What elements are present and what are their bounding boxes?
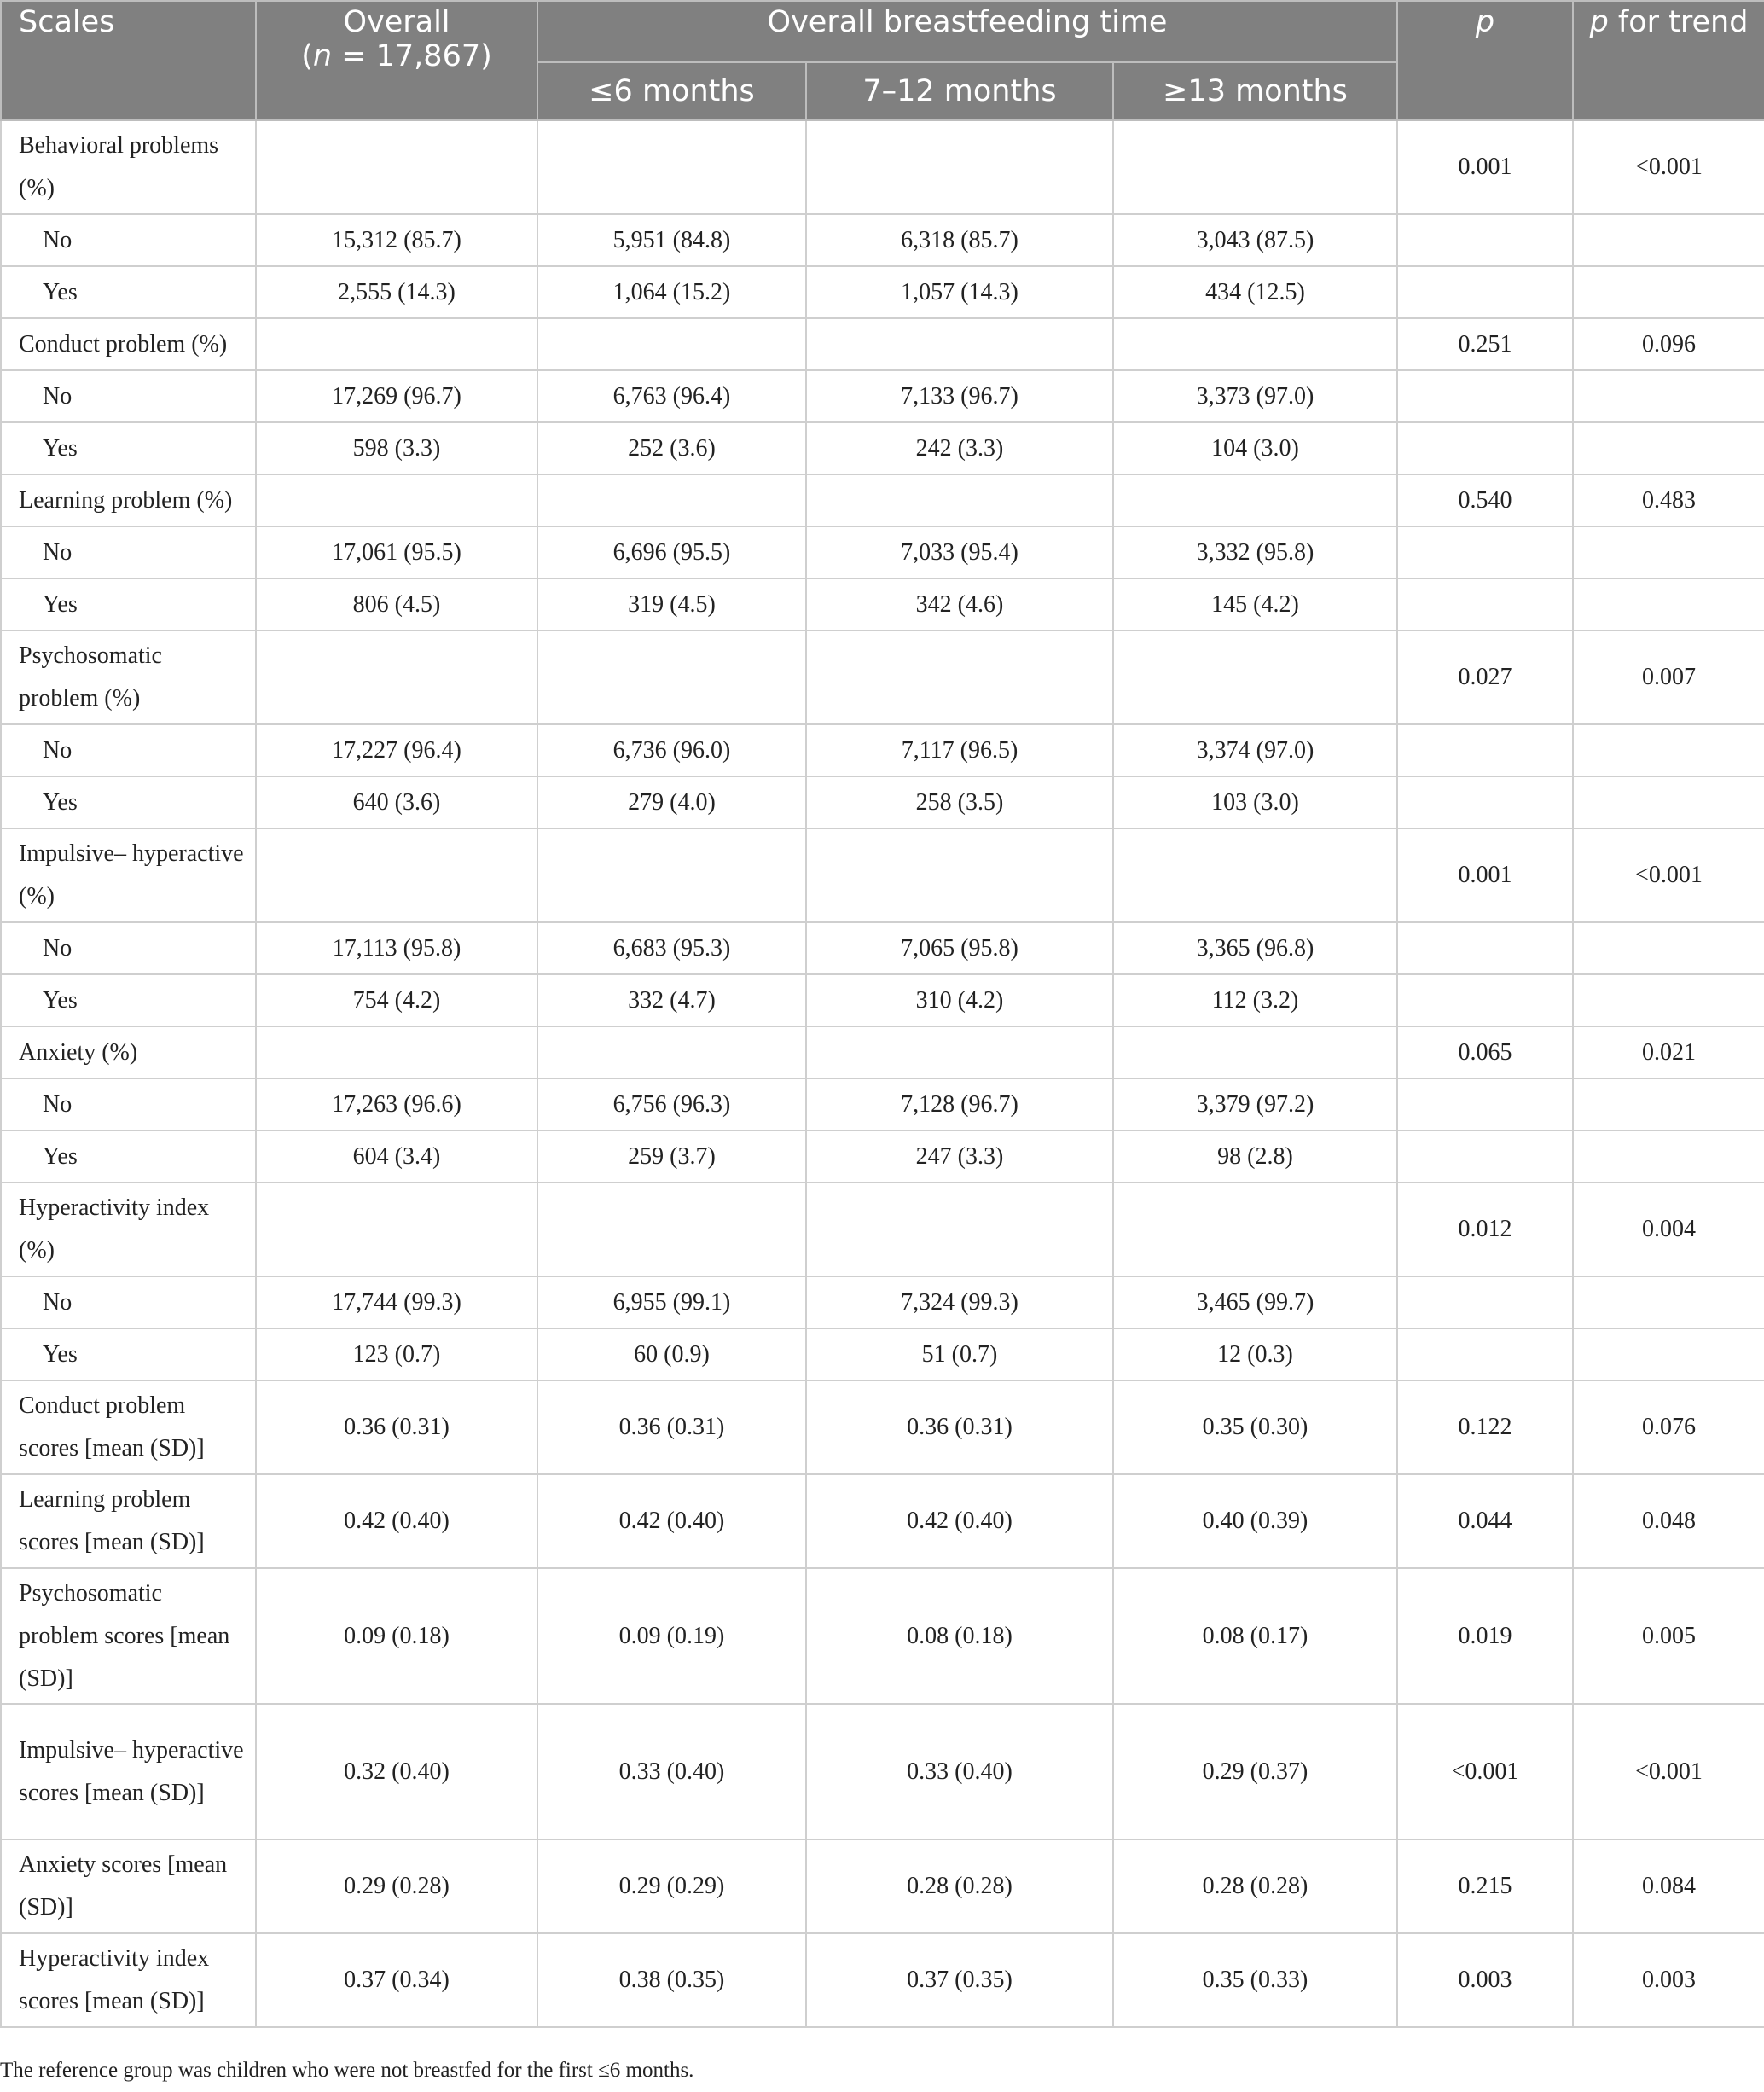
- cell-overall: 17,744 (99.3): [256, 1276, 537, 1328]
- table-row: [1, 318, 1764, 370]
- cell-le6-months: 6,955 (99.1): [537, 1276, 806, 1328]
- table-subrow: [1, 266, 1764, 318]
- cell-ge13-months: 3,379 (97.2): [1113, 1078, 1397, 1130]
- cell-overall: [256, 631, 537, 724]
- row-label: Yes: [1, 422, 256, 474]
- cell-p-for-trend: 0.004: [1573, 1183, 1764, 1276]
- table-subrow: [1, 922, 1764, 974]
- header-overall-n-value: = 17,867): [332, 39, 492, 73]
- cell-p: [1397, 266, 1573, 318]
- table-row: [1, 1704, 1764, 1839]
- cell-p-for-trend: 0.007: [1573, 631, 1764, 724]
- row-label: No: [1, 1078, 256, 1130]
- cell-ge13-months: 0.35 (0.30): [1113, 1380, 1397, 1474]
- cell-p-for-trend: [1573, 776, 1764, 828]
- cell-le6-months: 0.42 (0.40): [537, 1474, 806, 1568]
- cell-p-for-trend: [1573, 1078, 1764, 1130]
- row-label: Anxiety (%): [1, 1026, 256, 1078]
- cell-ge13-months: 3,332 (95.8): [1113, 526, 1397, 578]
- cell-p-for-trend: 0.005: [1573, 1568, 1764, 1704]
- cell-p: 0.003: [1397, 1933, 1573, 2027]
- header-p-trend-symbol: p: [1589, 5, 1609, 39]
- cell-le6-months: [537, 120, 806, 214]
- cell-overall: 0.42 (0.40): [256, 1474, 537, 1568]
- row-label: Yes: [1, 266, 256, 318]
- cell-7-12-months: 7,133 (96.7): [806, 370, 1113, 422]
- row-label: Learning problem (%): [1, 474, 256, 526]
- cell-ge13-months: 104 (3.0): [1113, 422, 1397, 474]
- cell-p-for-trend: 0.084: [1573, 1839, 1764, 1933]
- cell-7-12-months: 51 (0.7): [806, 1328, 1113, 1380]
- table-row: [1, 1933, 1764, 2027]
- cell-p: 0.215: [1397, 1839, 1573, 1933]
- cell-le6-months: 1,064 (15.2): [537, 266, 806, 318]
- cell-p: [1397, 724, 1573, 776]
- header-le6-months: ≤6 months: [537, 62, 806, 120]
- cell-p-for-trend: <0.001: [1573, 1704, 1764, 1839]
- cell-p-for-trend: 0.096: [1573, 318, 1764, 370]
- row-label: Psychosomatic problem (%): [1, 631, 256, 724]
- table-row: [1, 631, 1764, 724]
- header-group-breastfeeding-time: Overall breastfeeding time: [537, 1, 1397, 62]
- table-row: [1, 828, 1764, 922]
- row-label: Impulsive– hyperactive scores [mean (SD)]: [1, 1704, 256, 1839]
- row-label: Conduct problem scores [mean (SD)]: [1, 1380, 256, 1474]
- header-overall-paren: (: [301, 39, 313, 73]
- table-subrow: [1, 974, 1764, 1026]
- cell-overall: 17,227 (96.4): [256, 724, 537, 776]
- cell-p-for-trend: [1573, 214, 1764, 266]
- cell-p-for-trend: [1573, 1130, 1764, 1183]
- table-row: [1, 1380, 1764, 1474]
- row-label: Behavioral problems (%): [1, 120, 256, 214]
- cell-7-12-months: 1,057 (14.3): [806, 266, 1113, 318]
- cell-le6-months: [537, 474, 806, 526]
- cell-p: 0.012: [1397, 1183, 1573, 1276]
- cell-overall: [256, 828, 537, 922]
- cell-ge13-months: 3,043 (87.5): [1113, 214, 1397, 266]
- cell-7-12-months: 6,318 (85.7): [806, 214, 1113, 266]
- cell-ge13-months: 145 (4.2): [1113, 578, 1397, 631]
- cell-7-12-months: 258 (3.5): [806, 776, 1113, 828]
- cell-p: [1397, 922, 1573, 974]
- cell-p-for-trend: 0.003: [1573, 1933, 1764, 2027]
- row-label: Conduct problem (%): [1, 318, 256, 370]
- cell-7-12-months: 7,033 (95.4): [806, 526, 1113, 578]
- cell-7-12-months: 310 (4.2): [806, 974, 1113, 1026]
- cell-overall: 0.36 (0.31): [256, 1380, 537, 1474]
- cell-p: 0.001: [1397, 828, 1573, 922]
- cell-7-12-months: [806, 1183, 1113, 1276]
- table-row: [1, 1183, 1764, 1276]
- header-overall-n: [257, 39, 537, 73]
- cell-7-12-months: 7,065 (95.8): [806, 922, 1113, 974]
- cell-p-for-trend: [1573, 1276, 1764, 1328]
- cell-p-for-trend: [1573, 266, 1764, 318]
- cell-ge13-months: 3,374 (97.0): [1113, 724, 1397, 776]
- cell-overall: 0.32 (0.40): [256, 1704, 537, 1839]
- cell-7-12-months: [806, 318, 1113, 370]
- table-header: [1, 1, 1764, 120]
- cell-ge13-months: [1113, 1183, 1397, 1276]
- row-label: Impulsive– hyperactive (%): [1, 828, 256, 922]
- cell-p: [1397, 422, 1573, 474]
- cell-ge13-months: 112 (3.2): [1113, 974, 1397, 1026]
- cell-p: [1397, 1328, 1573, 1380]
- table-subrow: [1, 214, 1764, 266]
- table-subrow: [1, 422, 1764, 474]
- row-label: Yes: [1, 974, 256, 1026]
- cell-overall: 0.09 (0.18): [256, 1568, 537, 1704]
- cell-le6-months: 252 (3.6): [537, 422, 806, 474]
- cell-p-for-trend: 0.076: [1573, 1380, 1764, 1474]
- cell-le6-months: 279 (4.0): [537, 776, 806, 828]
- table-subrow: [1, 1078, 1764, 1130]
- row-label: Hyperactivity index (%): [1, 1183, 256, 1276]
- cell-p: 0.251: [1397, 318, 1573, 370]
- cell-ge13-months: [1113, 1026, 1397, 1078]
- table-subrow: [1, 526, 1764, 578]
- table-subrow: [1, 1328, 1764, 1380]
- cell-p-for-trend: <0.001: [1573, 828, 1764, 922]
- cell-7-12-months: 7,324 (99.3): [806, 1276, 1113, 1328]
- row-label: Yes: [1, 1328, 256, 1380]
- cell-ge13-months: 0.40 (0.39): [1113, 1474, 1397, 1568]
- cell-overall: 604 (3.4): [256, 1130, 537, 1183]
- cell-le6-months: 6,756 (96.3): [537, 1078, 806, 1130]
- cell-p-for-trend: [1573, 922, 1764, 974]
- cell-p: 0.019: [1397, 1568, 1573, 1704]
- cell-7-12-months: [806, 1026, 1113, 1078]
- cell-ge13-months: 0.29 (0.37): [1113, 1704, 1397, 1839]
- cell-le6-months: 0.29 (0.29): [537, 1839, 806, 1933]
- cell-p: 0.027: [1397, 631, 1573, 724]
- cell-p: 0.001: [1397, 120, 1573, 214]
- row-label: Anxiety scores [mean (SD)]: [1, 1839, 256, 1933]
- cell-p-for-trend: [1573, 370, 1764, 422]
- cell-overall: 640 (3.6): [256, 776, 537, 828]
- cell-le6-months: 0.36 (0.31): [537, 1380, 806, 1474]
- cell-overall: 806 (4.5): [256, 578, 537, 631]
- cell-ge13-months: 0.35 (0.33): [1113, 1933, 1397, 2027]
- cell-7-12-months: 242 (3.3): [806, 422, 1113, 474]
- cell-7-12-months: 0.28 (0.28): [806, 1839, 1113, 1933]
- cell-overall: 17,269 (96.7): [256, 370, 537, 422]
- cell-overall: [256, 318, 537, 370]
- cell-p: <0.001: [1397, 1704, 1573, 1839]
- header-scales: Scales: [1, 1, 256, 120]
- row-label: No: [1, 724, 256, 776]
- header-ge13-months: ≥13 months: [1113, 62, 1397, 120]
- cell-le6-months: 0.33 (0.40): [537, 1704, 806, 1839]
- cell-7-12-months: 0.08 (0.18): [806, 1568, 1113, 1704]
- cell-p: 0.540: [1397, 474, 1573, 526]
- table-subrow: [1, 776, 1764, 828]
- cell-7-12-months: [806, 120, 1113, 214]
- cell-le6-months: 60 (0.9): [537, 1328, 806, 1380]
- cell-overall: 0.37 (0.34): [256, 1933, 537, 2027]
- cell-p: 0.044: [1397, 1474, 1573, 1568]
- cell-overall: 0.29 (0.28): [256, 1839, 537, 1933]
- cell-overall: 2,555 (14.3): [256, 266, 537, 318]
- cell-le6-months: [537, 828, 806, 922]
- header-overall-n-symbol: n: [312, 39, 333, 73]
- cell-le6-months: 5,951 (84.8): [537, 214, 806, 266]
- table-subrow: [1, 1130, 1764, 1183]
- cell-ge13-months: [1113, 318, 1397, 370]
- cell-ge13-months: 0.28 (0.28): [1113, 1839, 1397, 1933]
- cell-overall: 598 (3.3): [256, 422, 537, 474]
- cell-ge13-months: [1113, 474, 1397, 526]
- cell-p-for-trend: [1573, 422, 1764, 474]
- cell-7-12-months: 0.33 (0.40): [806, 1704, 1113, 1839]
- cell-p-for-trend: 0.021: [1573, 1026, 1764, 1078]
- cell-p-for-trend: [1573, 724, 1764, 776]
- cell-p: [1397, 578, 1573, 631]
- cell-p: [1397, 1130, 1573, 1183]
- table-row: [1, 1474, 1764, 1568]
- cell-le6-months: 332 (4.7): [537, 974, 806, 1026]
- cell-p: [1397, 776, 1573, 828]
- row-label: No: [1, 214, 256, 266]
- cell-le6-months: [537, 1183, 806, 1276]
- cell-le6-months: 319 (4.5): [537, 578, 806, 631]
- table-row: [1, 1568, 1764, 1704]
- header-p: p: [1397, 1, 1573, 120]
- table-row: [1, 474, 1764, 526]
- cell-ge13-months: [1113, 828, 1397, 922]
- row-label: Yes: [1, 776, 256, 828]
- cell-le6-months: 6,763 (96.4): [537, 370, 806, 422]
- cell-le6-months: 6,736 (96.0): [537, 724, 806, 776]
- table-subrow: [1, 578, 1764, 631]
- cell-ge13-months: 3,373 (97.0): [1113, 370, 1397, 422]
- cell-le6-months: 6,696 (95.5): [537, 526, 806, 578]
- cell-7-12-months: 0.36 (0.31): [806, 1380, 1113, 1474]
- table-row: [1, 120, 1764, 214]
- row-label: No: [1, 1276, 256, 1328]
- cell-le6-months: [537, 631, 806, 724]
- cell-7-12-months: [806, 828, 1113, 922]
- table-subrow: [1, 724, 1764, 776]
- cell-overall: [256, 1183, 537, 1276]
- cell-ge13-months: 0.08 (0.17): [1113, 1568, 1397, 1704]
- row-label: Hyperactivity index scores [mean (SD)]: [1, 1933, 256, 2027]
- cell-ge13-months: [1113, 631, 1397, 724]
- cell-overall: [256, 120, 537, 214]
- cell-p: [1397, 974, 1573, 1026]
- cell-7-12-months: 247 (3.3): [806, 1130, 1113, 1183]
- cell-ge13-months: 12 (0.3): [1113, 1328, 1397, 1380]
- cell-ge13-months: 103 (3.0): [1113, 776, 1397, 828]
- cell-overall: 17,263 (96.6): [256, 1078, 537, 1130]
- header-p-for-trend: [1573, 1, 1764, 120]
- row-label: No: [1, 370, 256, 422]
- cell-p: [1397, 1078, 1573, 1130]
- cell-le6-months: 0.09 (0.19): [537, 1568, 806, 1704]
- cell-ge13-months: 98 (2.8): [1113, 1130, 1397, 1183]
- row-label: No: [1, 922, 256, 974]
- header-overall: [256, 1, 537, 120]
- cell-p-for-trend: 0.048: [1573, 1474, 1764, 1568]
- cell-le6-months: 6,683 (95.3): [537, 922, 806, 974]
- row-label: Yes: [1, 1130, 256, 1183]
- row-label: Yes: [1, 578, 256, 631]
- row-label: Psychosomatic problem scores [mean (SD)]: [1, 1568, 256, 1704]
- cell-overall: 15,312 (85.7): [256, 214, 537, 266]
- cell-le6-months: 0.38 (0.35): [537, 1933, 806, 2027]
- cell-p: 0.065: [1397, 1026, 1573, 1078]
- cell-7-12-months: 0.42 (0.40): [806, 1474, 1113, 1568]
- table-footnote: The reference group was children who were not breastfed for the first ≤6 months.: [0, 2059, 694, 2082]
- cell-p: [1397, 1276, 1573, 1328]
- header-overall-line1: Overall: [343, 5, 450, 39]
- table-subrow: [1, 370, 1764, 422]
- cell-ge13-months: [1113, 120, 1397, 214]
- cell-7-12-months: [806, 631, 1113, 724]
- cell-p-for-trend: [1573, 526, 1764, 578]
- cell-overall: [256, 474, 537, 526]
- cell-p: [1397, 214, 1573, 266]
- cell-overall: 123 (0.7): [256, 1328, 537, 1380]
- row-label: No: [1, 526, 256, 578]
- cell-le6-months: [537, 1026, 806, 1078]
- cell-7-12-months: 7,128 (96.7): [806, 1078, 1113, 1130]
- cell-overall: 754 (4.2): [256, 974, 537, 1026]
- cell-7-12-months: [806, 474, 1113, 526]
- cell-p: [1397, 526, 1573, 578]
- cell-p-for-trend: 0.483: [1573, 474, 1764, 526]
- cell-overall: [256, 1026, 537, 1078]
- cell-p: 0.122: [1397, 1380, 1573, 1474]
- cell-7-12-months: 7,117 (96.5): [806, 724, 1113, 776]
- cell-7-12-months: 0.37 (0.35): [806, 1933, 1113, 2027]
- table-row: [1, 1026, 1764, 1078]
- cell-overall: 17,061 (95.5): [256, 526, 537, 578]
- header-p-trend-text: for trend: [1608, 5, 1749, 39]
- cell-p: [1397, 370, 1573, 422]
- cell-ge13-months: 3,365 (96.8): [1113, 922, 1397, 974]
- cell-overall: 17,113 (95.8): [256, 922, 537, 974]
- header-7-12-months: 7–12 months: [806, 62, 1113, 120]
- cell-le6-months: 259 (3.7): [537, 1130, 806, 1183]
- cell-ge13-months: 3,465 (99.7): [1113, 1276, 1397, 1328]
- table-subrow: [1, 1276, 1764, 1328]
- table-row: [1, 1839, 1764, 1933]
- cell-le6-months: [537, 318, 806, 370]
- cell-p-for-trend: <0.001: [1573, 120, 1764, 214]
- cell-p-for-trend: [1573, 974, 1764, 1026]
- row-label: Learning problem scores [mean (SD)]: [1, 1474, 256, 1568]
- cell-ge13-months: 434 (12.5): [1113, 266, 1397, 318]
- cell-p-for-trend: [1573, 1328, 1764, 1380]
- cell-7-12-months: 342 (4.6): [806, 578, 1113, 631]
- table-body: [1, 120, 1764, 2027]
- cell-p-for-trend: [1573, 578, 1764, 631]
